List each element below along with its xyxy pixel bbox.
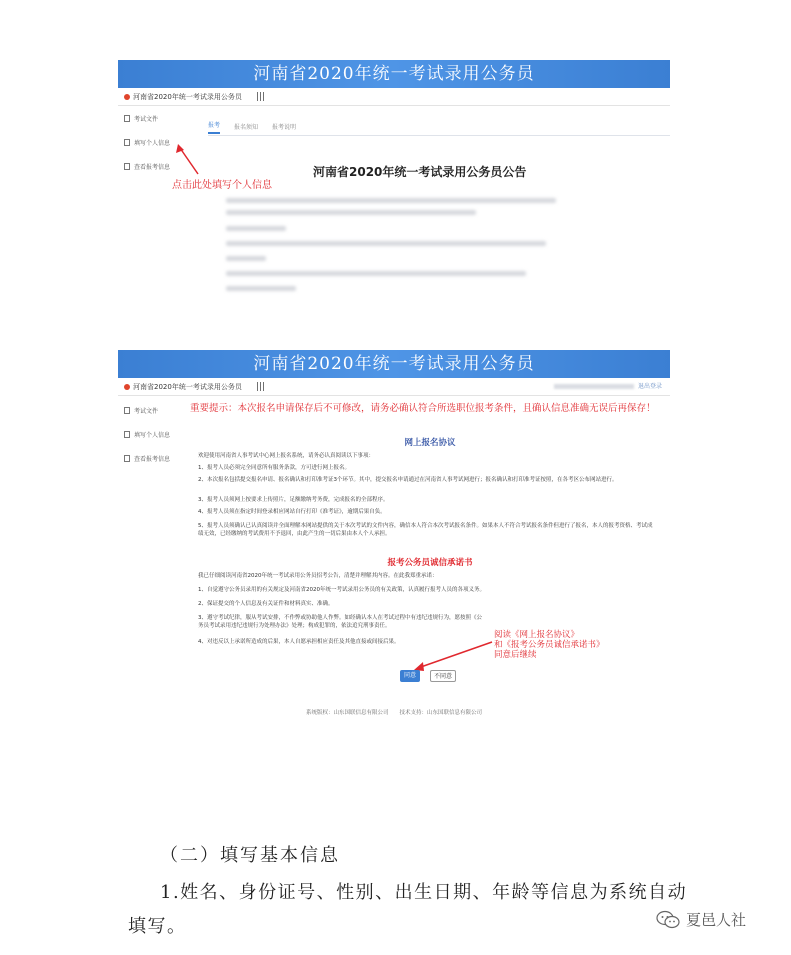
disagree-button[interactable]: 不同意 bbox=[430, 670, 456, 682]
sidebar-item-label: 填写个人信息 bbox=[134, 139, 171, 147]
sidebar-item-label: 查看报考信息 bbox=[134, 455, 171, 463]
announcement-title: 河南省2020年统一考试录用公务员公告 bbox=[313, 165, 527, 179]
tab-notice[interactable]: 报名须知 bbox=[234, 124, 259, 131]
site-title: 河南省2020年统一考试录用公务员 bbox=[133, 382, 242, 391]
agreement-para: 3、报考人员须网上按要求上传照片，足额缴纳考务费，完成报名的全部程序。 bbox=[198, 497, 389, 503]
annotation-fill-info: 点击此处填写个人信息 bbox=[172, 180, 272, 191]
tab-apply[interactable]: 报考 bbox=[208, 120, 220, 134]
logout-link[interactable]: 退出登录 bbox=[637, 382, 662, 390]
annotation-line: 同意后继续 bbox=[494, 650, 537, 660]
pledge-para: 3、遵守考试纪律，服从考试安排，不作弊或协助他人作弊。如经确认本人在考试过程中有违纪违规行为，愿按照《公务员考试录用违纪违规行为处理办法》处理；构成犯罪的，依法追究刑事责任。 bbox=[198, 615, 483, 629]
watermark-label: 夏邑人社 bbox=[686, 911, 747, 929]
agreement-para: 1、报考人员必须完全同意所有服务条款，方可进行网上报名。 bbox=[198, 465, 351, 471]
menu-toggle-icon[interactable]: ||| bbox=[255, 91, 265, 102]
screenshot-registration-home bbox=[118, 60, 670, 308]
page-banner: 河南省2020年统一考试录用公务员 bbox=[118, 350, 670, 378]
sidebar-item-label: 考试文件 bbox=[134, 115, 159, 123]
agreement-para: 2、本次报名包括提交报名申请、报名确认和打印准考证3个环节。其中，提交报名申请通过在河南省人事考试网进行；报名确认和打印准考证按照，在各考区公布网站进行。 bbox=[198, 477, 618, 483]
menu-toggle-icon[interactable]: ||| bbox=[255, 381, 265, 392]
pledge-title: 报考公务员诚信承诺书 bbox=[387, 558, 473, 568]
sidebar-item-label: 查看报考信息 bbox=[134, 163, 171, 171]
tab-instructions[interactable]: 报考说明 bbox=[272, 124, 297, 131]
annotation-arrow-icon bbox=[118, 60, 670, 308]
page-banner: 河南省2020年统一考试录用公务员 bbox=[118, 60, 670, 88]
body-paragraph: 1.姓名、身份证号、性别、出生日期、年龄等信息为系统自动填写。 bbox=[128, 882, 688, 937]
agreement-para: 4、报考人员须在指定时间登录相应网站自行打印《准考证》，逾期后果自负。 bbox=[198, 509, 386, 515]
agreement-para: 5、报考人员须确认已认真阅读并全面理解本网站提供的关于本次考试的文件内容，确信本人符合本次考试报名条件。如果本人不符合考试报名条件但进行了报名，本人的报考资格、考试成绩无效，已经缴纳的考试费用不予退回，由此产生的一切后果由本人个人承担。 bbox=[198, 523, 653, 537]
annotation-line: 阅读《网上报名协议》 bbox=[494, 630, 580, 640]
section-heading: （二）填写基本信息 bbox=[160, 845, 340, 866]
pledge-para: 1、自觉遵守公务员录用的有关规定及河南省2020年统一考试录用公务员的有关政策，认真履行报考人员的各项义务。 bbox=[198, 587, 486, 593]
annotation-line: 和《报考公务员诚信承诺书》 bbox=[494, 640, 605, 650]
pledge-para: 我已仔细阅读河南省2020年统一考试录用公务员招考公告，清楚并理解其内容。在此我郑重承诺： bbox=[198, 573, 438, 579]
annotation-arrow-icon bbox=[118, 350, 670, 720]
pledge-para: 2、保证提交的个人信息及有关证件和材料真实、准确。 bbox=[198, 601, 334, 607]
page-footer: 系统版权：山东国联信息有限公司 技术支持：山东国联信息有限公司 bbox=[305, 710, 482, 716]
site-title: 河南省2020年统一考试录用公务员 bbox=[133, 92, 242, 101]
wechat-icon bbox=[656, 910, 680, 930]
sidebar-item-label: 考试文件 bbox=[134, 407, 159, 415]
screenshot-agreement-page bbox=[118, 350, 670, 720]
agree-button[interactable]: 同意 bbox=[400, 670, 420, 682]
sidebar-item-label: 填写个人信息 bbox=[134, 431, 171, 439]
important-notice: 重要提示：本次报名申请保存后不可修改，请务必确认符合所选职位报考条件，且确认信息准确无误后再保存！ bbox=[190, 403, 656, 414]
agreement-title: 网上报名协议 bbox=[404, 438, 456, 448]
watermark bbox=[656, 909, 746, 930]
agreement-para: 欢迎使用河南省人事考试中心网上报名系统，请务必认真阅读以下事项： bbox=[198, 453, 375, 459]
pledge-para: 4、对违反以上承诺所造成的后果，本人自愿承担相应责任及其他直接或间接后果。 bbox=[198, 639, 400, 645]
